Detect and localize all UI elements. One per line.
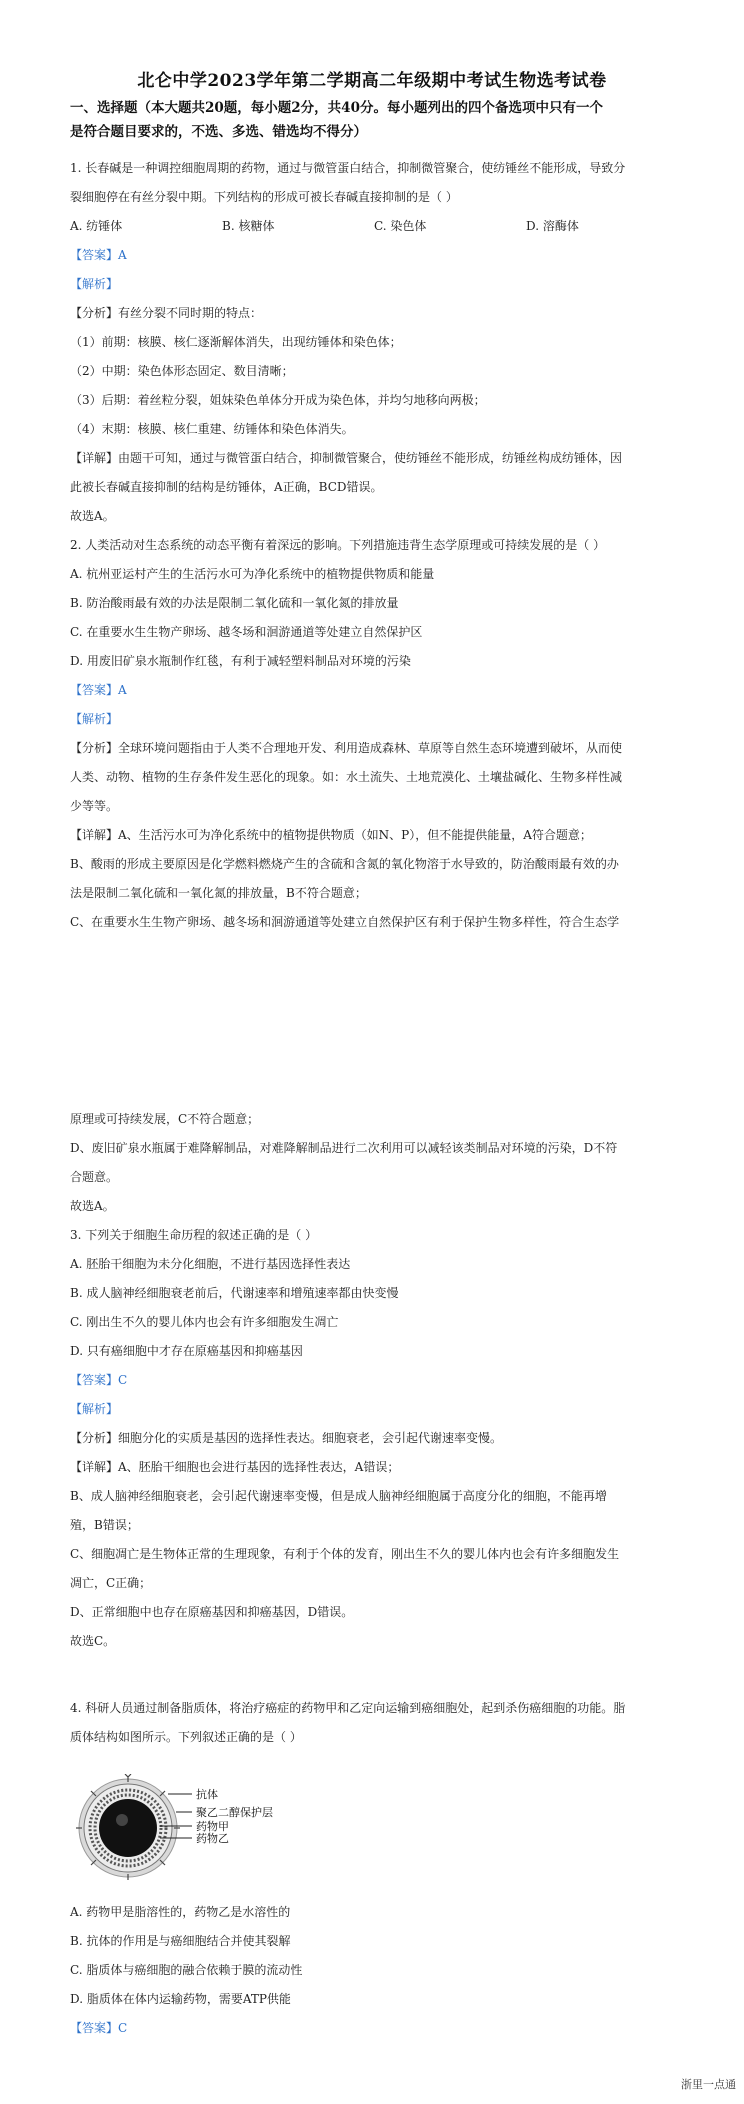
q2-analysis-line: 法是限制二氧化硫和一氧化氮的排放量，B不符合题意； [70,886,367,900]
liposome-figure [72,1774,342,1882]
q3-option-d: D. 只有癌细胞中才存在原癌基因和抑癌基因 [70,1344,303,1358]
liposome-core [99,1799,157,1857]
q2-analysis-line: 【详解】A、生活污水可为净化系统中的植物提供物质（如N、P），但不能提供能量，A符合题意； [70,828,592,842]
q3-analysis-line: 【分析】细胞分化的实质是基因的选择性表达。细胞衰老，会引起代谢速率变慢。 [70,1431,503,1445]
q1-analysis-line: （3）后期：着丝粒分裂，姐妹染色单体分开成为染色体，并均匀地移向两极； [70,393,486,407]
q1-analysis-line: （1）前期：核膜、核仁逐渐解体消失，出现纺锤体和染色体； [70,335,402,349]
page-title: 北仑中学2023学年第二学期高二年级期中考试生物选考试卷 [137,71,607,91]
q1-stem-line2: 裂细胞停在有丝分裂中期。下列结构的形成可被长春碱直接抑制的是（ ） [70,190,458,204]
q4-stem-line1: 4. 科研人员通过制备脂质体，将治疗癌症的药物甲和乙定向运输到癌细胞处，起到杀伤癌细胞的功能。脂 [70,1701,626,1715]
q4-option-b: B. 抗体的作用是与癌细胞结合并使其裂解 [70,1934,291,1948]
section-heading [70,96,680,144]
q2-option-a: A. 杭州亚运村产生的生活污水可为净化系统中的植物提供物质和能量 [70,567,435,581]
q3-option-b: B. 成人脑神经细胞衰老前后，代谢速率和增殖速率都由快变慢 [70,1286,399,1300]
q3-answer: 【答案】C [70,1373,128,1387]
section-heading-line2: 是符合题目要求的，不选、多选、错选均不得分） [70,124,367,140]
q1-analysis-label: 【解析】 [70,277,119,291]
section-heading-line1: 一、选择题（本大题共20题，每小题2分，共40分。每小题列出的四个备选项中只有一个 [70,100,603,116]
q1-option-c: C. 染色体 [374,219,427,233]
q3-analysis-line: C、细胞凋亡是生物体正常的生理现象，有利于个体的发育，刚出生不久的婴儿体内也会有许多细胞发生 [70,1547,620,1561]
q2-analysis-label: 【解析】 [70,712,119,726]
q2-analysis-line: C、在重要水生生物产卵场、越冬场和洄游通道等处建立自然保护区有利于保护生物多样性，符合生态学 [70,915,620,929]
q3-analysis-label: 【解析】 [70,1402,119,1416]
q1-conclusion: 故选A。 [70,509,115,523]
q1-answer: 【答案】A [70,248,127,262]
q3-conclusion: 故选C。 [70,1634,116,1648]
q2-option-c: C. 在重要水生生物产卵场、越冬场和洄游通道等处建立自然保护区 [70,625,423,639]
q4-option-c: C. 脂质体与癌细胞的融合依赖于膜的流动性 [70,1963,303,1977]
q1-analysis-line: 【详解】由题干可知，通过与微管蛋白结合，抑制微管聚合，使纺锤丝不能形成，纺锤丝构成纺锤体，因 [70,451,623,465]
q1-analysis-line: （4）末期：核膜、核仁重建、纺锤体和染色体消失。 [70,422,354,436]
q3-analysis-line: D、正常细胞中也存在原癌基因和抑癌基因，D错误。 [70,1605,354,1619]
q2-analysis-line: 原理或可持续发展，C不符合题意； [70,1112,260,1126]
q3-analysis-line: 凋亡，C正确； [70,1576,152,1590]
q1-stem-line1: 1. 长春碱是一种调控细胞周期的药物，通过与微管蛋白结合，抑制微管聚合，使纺锤丝不能形成，导致分 [70,161,626,175]
q2-analysis-line: 【分析】全球环境问题指由于人类不合理地开发、利用造成森林、草原等自然生态环境遭到破坏，从而使 [70,741,623,755]
q1-option-a: A. 纺锤体 [70,219,123,233]
q4-option-d: D. 脂质体在体内运输药物，需要ATP供能 [70,1992,291,2006]
label-drug-b: 药物乙 [196,1832,229,1845]
q2-analysis-line: 合题意。 [70,1170,119,1184]
q2-stem: 2. 人类活动对生态系统的动态平衡有着深远的影响。下列措施违背生态学原理或可持续发展的是（ ） [70,538,606,552]
q2-conclusion: 故选A。 [70,1199,115,1213]
q1-analysis-line: 【分析】有丝分裂不同时期的特点： [70,306,263,320]
q4-stem-line2: 质体结构如图所示。下列叙述正确的是（ ） [70,1730,302,1744]
q4-option-a: A. 药物甲是脂溶性的，药物乙是水溶性的 [70,1905,291,1919]
q2-analysis-line: D、废旧矿泉水瓶属于难降解制品，对难降解制品进行二次利用可以减轻该类制品对环境的污染，D不符 [70,1141,618,1155]
label-peg-layer: 聚乙二醇保护层 [196,1806,273,1819]
q3-option-a: A. 胚胎干细胞为未分化细胞，不进行基因选择性表达 [70,1257,351,1271]
label-drug-a: 药物甲 [196,1820,229,1833]
q4-answer: 【答案】C [70,2021,128,2035]
footer-watermark: 浙里一点通 [681,2078,736,2091]
q1-analysis-line: （2）中期：染色体形态固定、数目清晰； [70,364,294,378]
q3-analysis-line: B、成人脑神经细胞衰老，会引起代谢速率变慢，但是成人脑神经细胞属于高度分化的细胞，不能再增 [70,1489,607,1503]
q3-stem: 3. 下列关于细胞生命历程的叙述正确的是（ ） [70,1228,318,1242]
q2-option-d: D. 用废旧矿泉水瓶制作红毯，有利于减轻塑料制品对环境的污染 [70,654,411,668]
label-antibody: 抗体 [196,1788,218,1801]
q3-analysis-line: 【详解】A、胚胎干细胞也会进行基因的选择性表达，A错误； [70,1460,400,1474]
q2-analysis-line: B、酸雨的形成主要原因是化学燃料燃烧产生的含硫和含氮的氧化物溶于水导致的，防治酸雨最有效的办 [70,857,619,871]
q2-answer: 【答案】A [70,683,127,697]
core-highlight [116,1814,128,1826]
q2-analysis-line: 人类、动物、植物的生存条件发生恶化的现象。如：水土流失、土地荒漠化、土壤盐碱化、生物多样性减 [70,770,623,784]
q2-option-b: B. 防治酸雨最有效的办法是限制二氧化硫和一氧化氮的排放量 [70,596,399,610]
q2-analysis-line: 少等等。 [70,799,119,813]
q3-option-c: C. 刚出生不久的婴儿体内也会有许多细胞发生凋亡 [70,1315,339,1329]
q1-option-d: D. 溶酶体 [526,219,579,233]
q3-analysis-line: 殖，B错误； [70,1518,139,1532]
q1-analysis-line: 此被长春碱直接抑制的结构是纺锤体，A正确，BCD错误。 [70,480,383,494]
q1-option-b: B. 核糖体 [222,219,275,233]
